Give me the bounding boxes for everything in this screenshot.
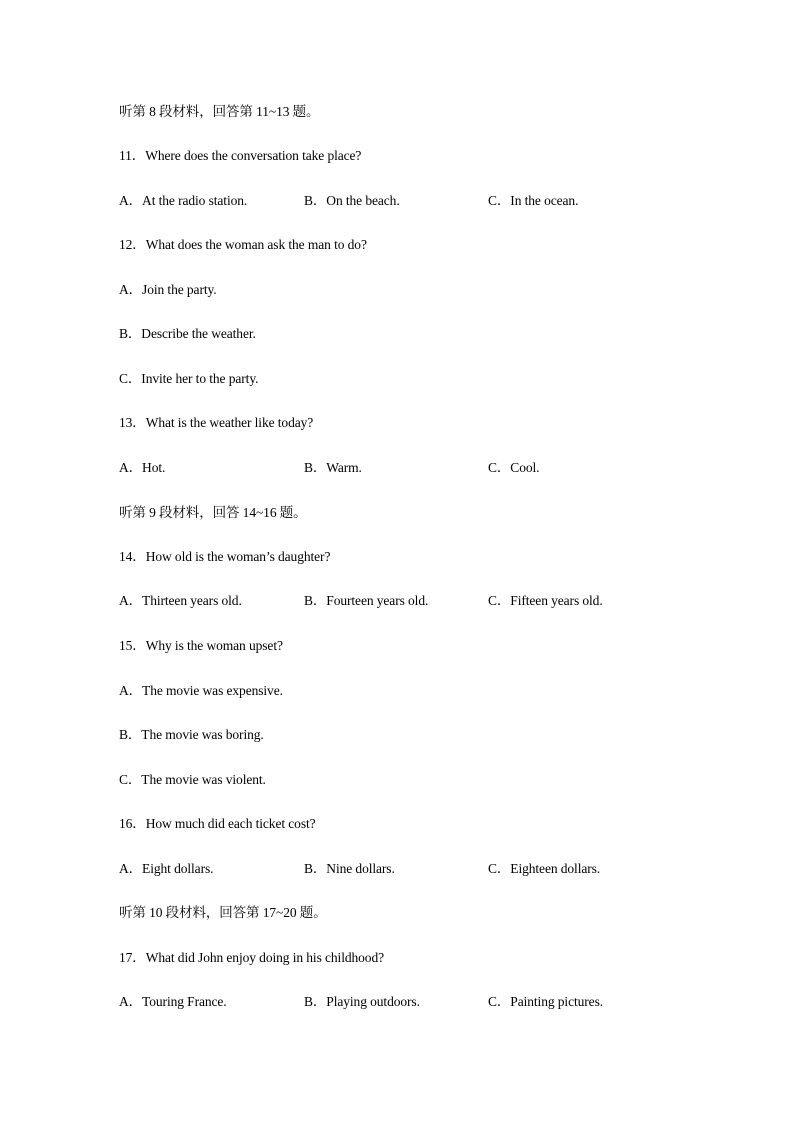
question-11-option-b: B．On the beach.: [304, 193, 400, 208]
question-11-stem: 11．Where does the conversation take place?: [119, 148, 362, 163]
section-heading: 听第 10 段材料，回答第 17~20 题。: [119, 905, 327, 920]
question-12-option-b: B．Describe the weather.: [119, 326, 256, 341]
question-16-option-c: C．Eighteen dollars.: [488, 861, 601, 876]
question-14-option-b: B．Fourteen years old.: [304, 593, 429, 608]
question-13-stem: 13．What is the weather like today?: [119, 415, 314, 430]
question-17-stem: 17．What did John enjoy doing in his childhood?: [119, 950, 384, 965]
question-16-options: [119, 860, 679, 878]
question-12-stem: 12．What does the woman ask the man to do?: [119, 237, 367, 252]
question-11-option-c: C．In the ocean.: [488, 193, 579, 208]
question-17-option-b: B．Playing outdoors.: [304, 994, 420, 1009]
question-13-options: [119, 459, 679, 477]
question-14-stem: 14．How old is the woman’s daughter?: [119, 549, 331, 564]
question-15-option-b: B．The movie was boring.: [119, 727, 264, 742]
question-13-option-c: C．Cool.: [488, 460, 540, 475]
question-14-options: [119, 592, 679, 610]
question-15-option-a: A．The movie was expensive.: [119, 683, 283, 698]
question-12-option-a: A．Join the party.: [119, 282, 217, 297]
question-17-option-a: A．Touring France.: [119, 994, 227, 1009]
question-11-option-a: A．At the radio station.: [119, 193, 248, 208]
question-13-option-a: A．Hot.: [119, 460, 166, 475]
question-11-options: [119, 192, 679, 210]
question-13-option-b: B．Warm.: [304, 460, 362, 475]
question-15-option-c: C．The movie was violent.: [119, 772, 266, 787]
question-14-option-c: C．Fifteen years old.: [488, 593, 603, 608]
question-16-stem: 16．How much did each ticket cost?: [119, 816, 316, 831]
question-14-option-a: A．Thirteen years old.: [119, 593, 242, 608]
question-16-option-b: B．Nine dollars.: [304, 861, 395, 876]
question-17-options: [119, 993, 679, 1011]
question-12-option-c: C．Invite her to the party.: [119, 371, 259, 386]
question-16-option-a: A．Eight dollars.: [119, 861, 214, 876]
question-17-option-c: C．Painting pictures.: [488, 994, 603, 1009]
section-heading: 听第 8 段材料，回答第 11~13 题。: [119, 104, 320, 119]
question-15-stem: 15．Why is the woman upset?: [119, 638, 283, 653]
section-heading: 听第 9 段材料，回答 14~16 题。: [119, 505, 307, 520]
